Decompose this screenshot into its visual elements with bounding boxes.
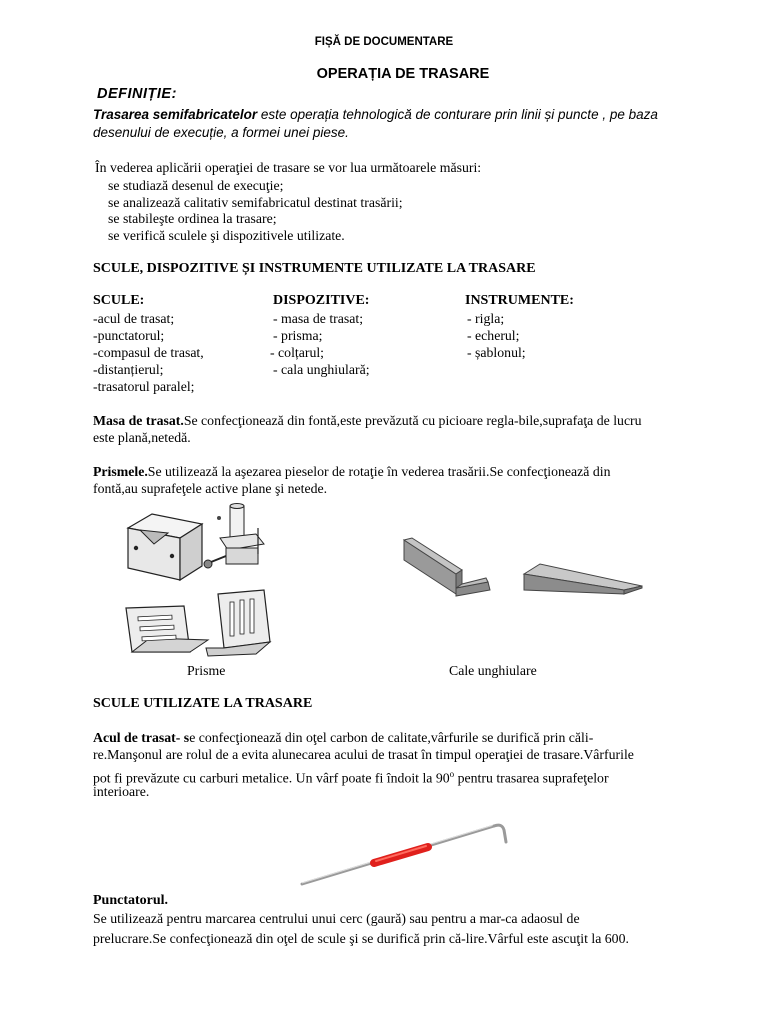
- punctatorul-term: Punctatorul.: [93, 893, 169, 908]
- masa-paragraph-line2: este plană,netedă.: [93, 430, 191, 445]
- measure-item: se stabileşte ordinea la trasare;: [108, 211, 277, 226]
- prisme-paragraph-line2: fontă,au suprafeţele active plane şi netede.: [93, 481, 328, 496]
- tools-table: [0, 293, 768, 403]
- list-item: -acul de trasat;: [93, 311, 175, 326]
- angle-block-l-illustration: [398, 538, 494, 598]
- prism-block-illustration: [118, 508, 208, 584]
- prism-clamp-illustration: [198, 500, 278, 580]
- document-header: FIȘĂ DE DOCUMENTARE: [314, 36, 454, 48]
- prisme-term: Prismele.: [93, 464, 148, 479]
- acul-paragraph-line4: interioare.: [93, 784, 150, 799]
- angle-plate-illustration: [120, 586, 280, 658]
- column-header-dispozitive: DISPOZITIVE:: [273, 293, 370, 308]
- list-item: -distanțierul;: [93, 362, 164, 377]
- list-item: - echerul;: [467, 328, 520, 343]
- tools-section-heading: SCULE, DISPOZITIVE ȘI INSTRUMENTE UTILIZATE LA TRASARE: [93, 261, 536, 276]
- measure-item: se analizează calitativ semifabricatul destinat trasării;: [108, 195, 403, 210]
- list-item: - rigla;: [467, 311, 505, 326]
- scriber-illustration: [296, 816, 512, 892]
- acul-paragraph-line2: re.Manşonul are rolul de a evita alunecarea acului de trasat în timpul operaţiei de trasare.Vârfurile: [93, 747, 634, 762]
- column-header-instrumente: INSTRUMENTE:: [465, 293, 574, 308]
- measure-item: se studiază desenul de execuţie;: [108, 178, 284, 193]
- list-item: - masa de trasat;: [273, 311, 364, 326]
- acul-term: Acul de trasat- s: [93, 730, 190, 745]
- definition-body: este operația tehnologică de conturare prin linii și puncte , pe baza desenului de execuție, a formei unei piese.: [93, 107, 658, 140]
- punctatorul-line2: prelucrare.Se confecţionează din oţel de scule şi se durifică prin că-lire.Vârful este ascuţit la 600.: [93, 931, 629, 946]
- masa-paragraph-line1: Masa de trasat.Se confecţionează din fontă,este prevăzută cu picioare regla-bile,suprafaţa de lucru: [93, 413, 642, 428]
- scule-section-heading: SCULE UTILIZATE LA TRASARE: [93, 696, 313, 711]
- masa-term: Masa de trasat.: [93, 413, 184, 428]
- list-item: - colțarul;: [270, 345, 325, 360]
- list-item: - cala unghiulară;: [273, 362, 370, 377]
- definition-heading: DEFINIȚIE:: [97, 86, 177, 102]
- angle-block-wedge-illustration: [520, 560, 644, 596]
- figure-caption-prisme: Prisme: [187, 663, 226, 678]
- acul-paragraph-line3: pot fi prevăzute cu carburi metalice. Un vârf poate fi îndoit la 90$^o$ pentru trasarea suprafeţelor: [93, 769, 609, 786]
- prisme-paragraph-line1: Prismele.Se utilizează la aşezarea pieselor de rotaţie în vederea trasării.Se confecţionează din: [93, 464, 611, 479]
- page-title: OPERAȚIA DE TRASARE: [316, 66, 490, 82]
- list-item: -trasatorul paralel;: [93, 379, 195, 394]
- definition-term: Trasarea semifabricatelor: [93, 107, 258, 122]
- list-item: -punctatorul;: [93, 328, 165, 343]
- list-item: -compasul de trasat,: [93, 345, 204, 360]
- measure-item: se verifică sculele şi dispozitivele utilizate.: [108, 228, 345, 243]
- definition-paragraph: [93, 106, 693, 142]
- figure-caption-cale: Cale unghiulare: [449, 663, 537, 678]
- column-header-scule: SCULE:: [93, 293, 145, 308]
- acul-paragraph-line1: Acul de trasat- se confecţionează din oţel carbon de calitate,vârfurile se durifică prin căli-: [93, 730, 594, 745]
- punctatorul-line1: Se utilizează pentru marcarea centrului unui cerc (gaură) sau pentru a mar-ca adaosul de: [93, 911, 580, 926]
- list-item: - prisma;: [273, 328, 323, 343]
- measures-intro: În vederea aplicării operaţiei de trasare se vor lua următoarele măsuri:: [95, 160, 482, 175]
- list-item: - șablonul;: [467, 345, 526, 360]
- degree-symbol: o: [449, 769, 455, 779]
